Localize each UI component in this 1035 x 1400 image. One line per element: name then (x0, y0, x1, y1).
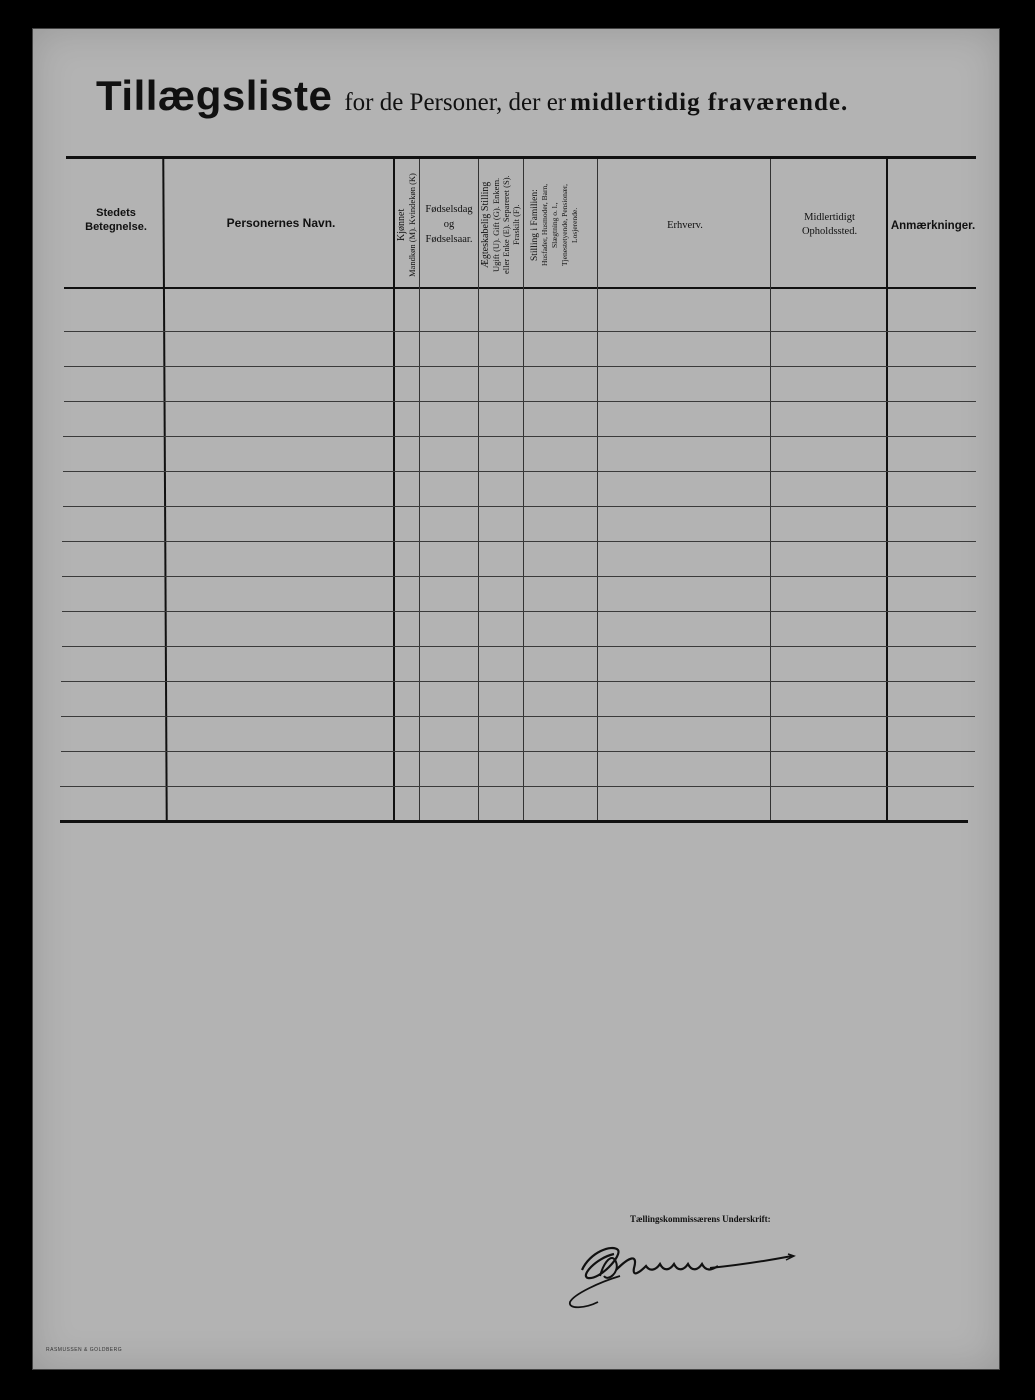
row-line (62, 611, 976, 612)
header-fodsel-line2: og (443, 219, 455, 230)
table-bottom-rule (60, 820, 968, 823)
printer-mark: RASMUSSEN & GOLDBERG (46, 1347, 123, 1353)
row-line (63, 436, 976, 437)
form-title (96, 72, 848, 120)
header-stilling-line3: Slægtning o. l., (550, 202, 559, 248)
row-line (61, 751, 975, 752)
row-line (62, 646, 976, 647)
header-aegte-line3: eller Enke (E). Separeret (S). (501, 175, 511, 275)
header-erhverv-label: Erhverv. (667, 220, 703, 231)
col-divider-4 (478, 159, 479, 820)
header-ophold-line1: Midlertidigt (804, 212, 855, 223)
header-kjon-line1: Kjønnet (396, 208, 407, 242)
header-kjon-line2: Mandkøn (M). Kvindekøn (K) (407, 173, 417, 277)
header-anm (888, 219, 978, 233)
handwritten-signature (560, 1232, 800, 1317)
header-stilling-line4: Tjenestetyende, Pensionær, (560, 184, 569, 266)
row-line (62, 541, 976, 542)
row-line (64, 366, 976, 367)
header-ophold-line2: Opholdssted. (801, 226, 858, 237)
header-navn-label: Personernes Navn. (226, 216, 336, 230)
row-line (61, 716, 975, 717)
header-aegte (481, 164, 521, 286)
header-stilling-line5: Losjerende. (570, 207, 579, 243)
row-line (60, 786, 974, 787)
header-stilling-line1: Stilling i Familien: (530, 189, 540, 261)
row-line (64, 401, 976, 402)
col-divider-6 (597, 159, 598, 820)
title-part1: for de Personer, der er (344, 89, 567, 116)
col-divider-8 (886, 159, 888, 820)
signature-label: Tællingskommissærens Underskrift: (630, 1214, 771, 1224)
header-stedets-line2: Betegnelse. (85, 221, 147, 233)
row-line (64, 331, 976, 332)
header-stilling-line2: Husfader, Husmoder, Barn, (540, 183, 549, 267)
header-stedets (70, 206, 162, 234)
header-fodsel-line1: Fødselsdag (425, 204, 473, 215)
header-anm-label: Anmærkninger. (890, 220, 976, 232)
header-stilling (530, 164, 592, 286)
header-navn (170, 216, 392, 230)
row-line (63, 506, 976, 507)
header-aegte-line2: Ugift (U). Gift (G). Enkem. (491, 177, 501, 273)
header-aegte-line4: Fraskilt (F). (511, 204, 521, 246)
row-line (63, 471, 976, 472)
header-fodsel (420, 202, 478, 247)
col-divider-7 (770, 159, 771, 820)
col-divider-2 (393, 159, 395, 820)
col-divider-5 (523, 159, 524, 820)
header-fodsel-line3: Fødselsaar. (425, 234, 473, 245)
row-line (61, 681, 975, 682)
row-line (62, 576, 976, 577)
header-kjon (397, 166, 418, 284)
header-aegte-line1: Ægteskabelig Stilling (480, 181, 491, 269)
title-part2: midlertidig fraværende. (570, 89, 849, 116)
col-divider-3 (419, 159, 420, 820)
header-ophold (773, 211, 886, 239)
title-main: Tillægsliste (96, 72, 333, 119)
header-stedets-line1: Stedets (96, 207, 136, 219)
table-top-rule (66, 156, 976, 159)
header-bottom-rule (64, 287, 976, 289)
header-erhverv (600, 219, 770, 233)
